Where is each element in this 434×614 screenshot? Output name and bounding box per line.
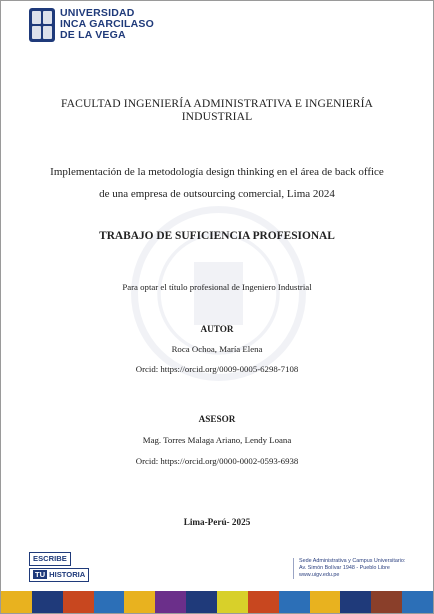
faculty-line2: INDUSTRIAL xyxy=(181,110,253,123)
thesis-title-line2: de una empresa de outsourcing comercial, Lima 2024 xyxy=(99,188,335,200)
strip-segment xyxy=(155,591,186,613)
university-logo xyxy=(29,8,154,42)
faculty-line1: FACULTAD INGENIERÍA ADMINISTRATIVA E INGENIERÍA xyxy=(60,97,374,110)
thesis-title-line1: Implementación de la metodología design thinking en el área de back office xyxy=(50,166,384,178)
advisor-orcid[interactable]: Orcid: https://orcid.org/0000-0002-0593-6938 xyxy=(135,456,299,466)
strip-segment xyxy=(63,591,94,613)
badge-line1: ESCRIBE xyxy=(29,552,71,566)
university-name-line1: UNIVERSIDAD xyxy=(60,7,135,19)
work-type: TRABAJO DE SUFICIENCIA PROFESIONAL xyxy=(99,230,335,242)
degree-statement: Para optar el título profesional de Ingeniero Industrial xyxy=(122,282,312,292)
strip-segment xyxy=(217,591,248,613)
strip-segment xyxy=(279,591,310,613)
place-year: Lima-Perú- 2025 xyxy=(183,517,251,527)
university-crest-icon xyxy=(29,8,55,42)
strip-segment xyxy=(340,591,371,613)
strip-segment xyxy=(248,591,279,613)
university-name xyxy=(60,8,154,41)
badge-tu: TU xyxy=(35,570,46,579)
decorative-color-strip xyxy=(1,591,433,613)
advisor-heading: ASESOR xyxy=(198,414,236,424)
thesis-title xyxy=(1,161,433,205)
strip-segment xyxy=(310,591,341,613)
address-line1: Sede Administrativa y Campus Universitario: xyxy=(299,558,406,564)
strip-segment xyxy=(371,591,402,613)
university-name-line3: DE LA VEGA xyxy=(60,29,126,41)
badge-line2 xyxy=(29,568,89,582)
author-orcid[interactable]: Orcid: https://orcid.org/0009-0005-6298-7108 xyxy=(135,364,299,374)
author-name: Roca Ochoa, María Elena xyxy=(171,344,263,354)
faculty-name xyxy=(1,97,433,123)
advisor-name: Mag. Torres Malaga Ariano, Lendy Loana xyxy=(142,435,292,445)
strip-segment xyxy=(1,591,32,613)
university-name-line2: INCA GARCILASO xyxy=(60,18,154,30)
strip-segment xyxy=(186,591,217,613)
strip-segment xyxy=(124,591,155,613)
address-line2: Av. Simón Bolívar 1948 - Pueblo Libre xyxy=(299,565,390,571)
strip-segment xyxy=(32,591,63,613)
campus-address xyxy=(293,558,413,579)
website-link[interactable]: www.uigv.edu.pe xyxy=(299,572,340,578)
strip-segment xyxy=(94,591,125,613)
strip-segment xyxy=(402,591,433,613)
badge-historia: HISTORIA xyxy=(49,570,86,579)
escribe-tu-historia-badge xyxy=(29,552,89,582)
author-heading: AUTOR xyxy=(200,324,234,334)
